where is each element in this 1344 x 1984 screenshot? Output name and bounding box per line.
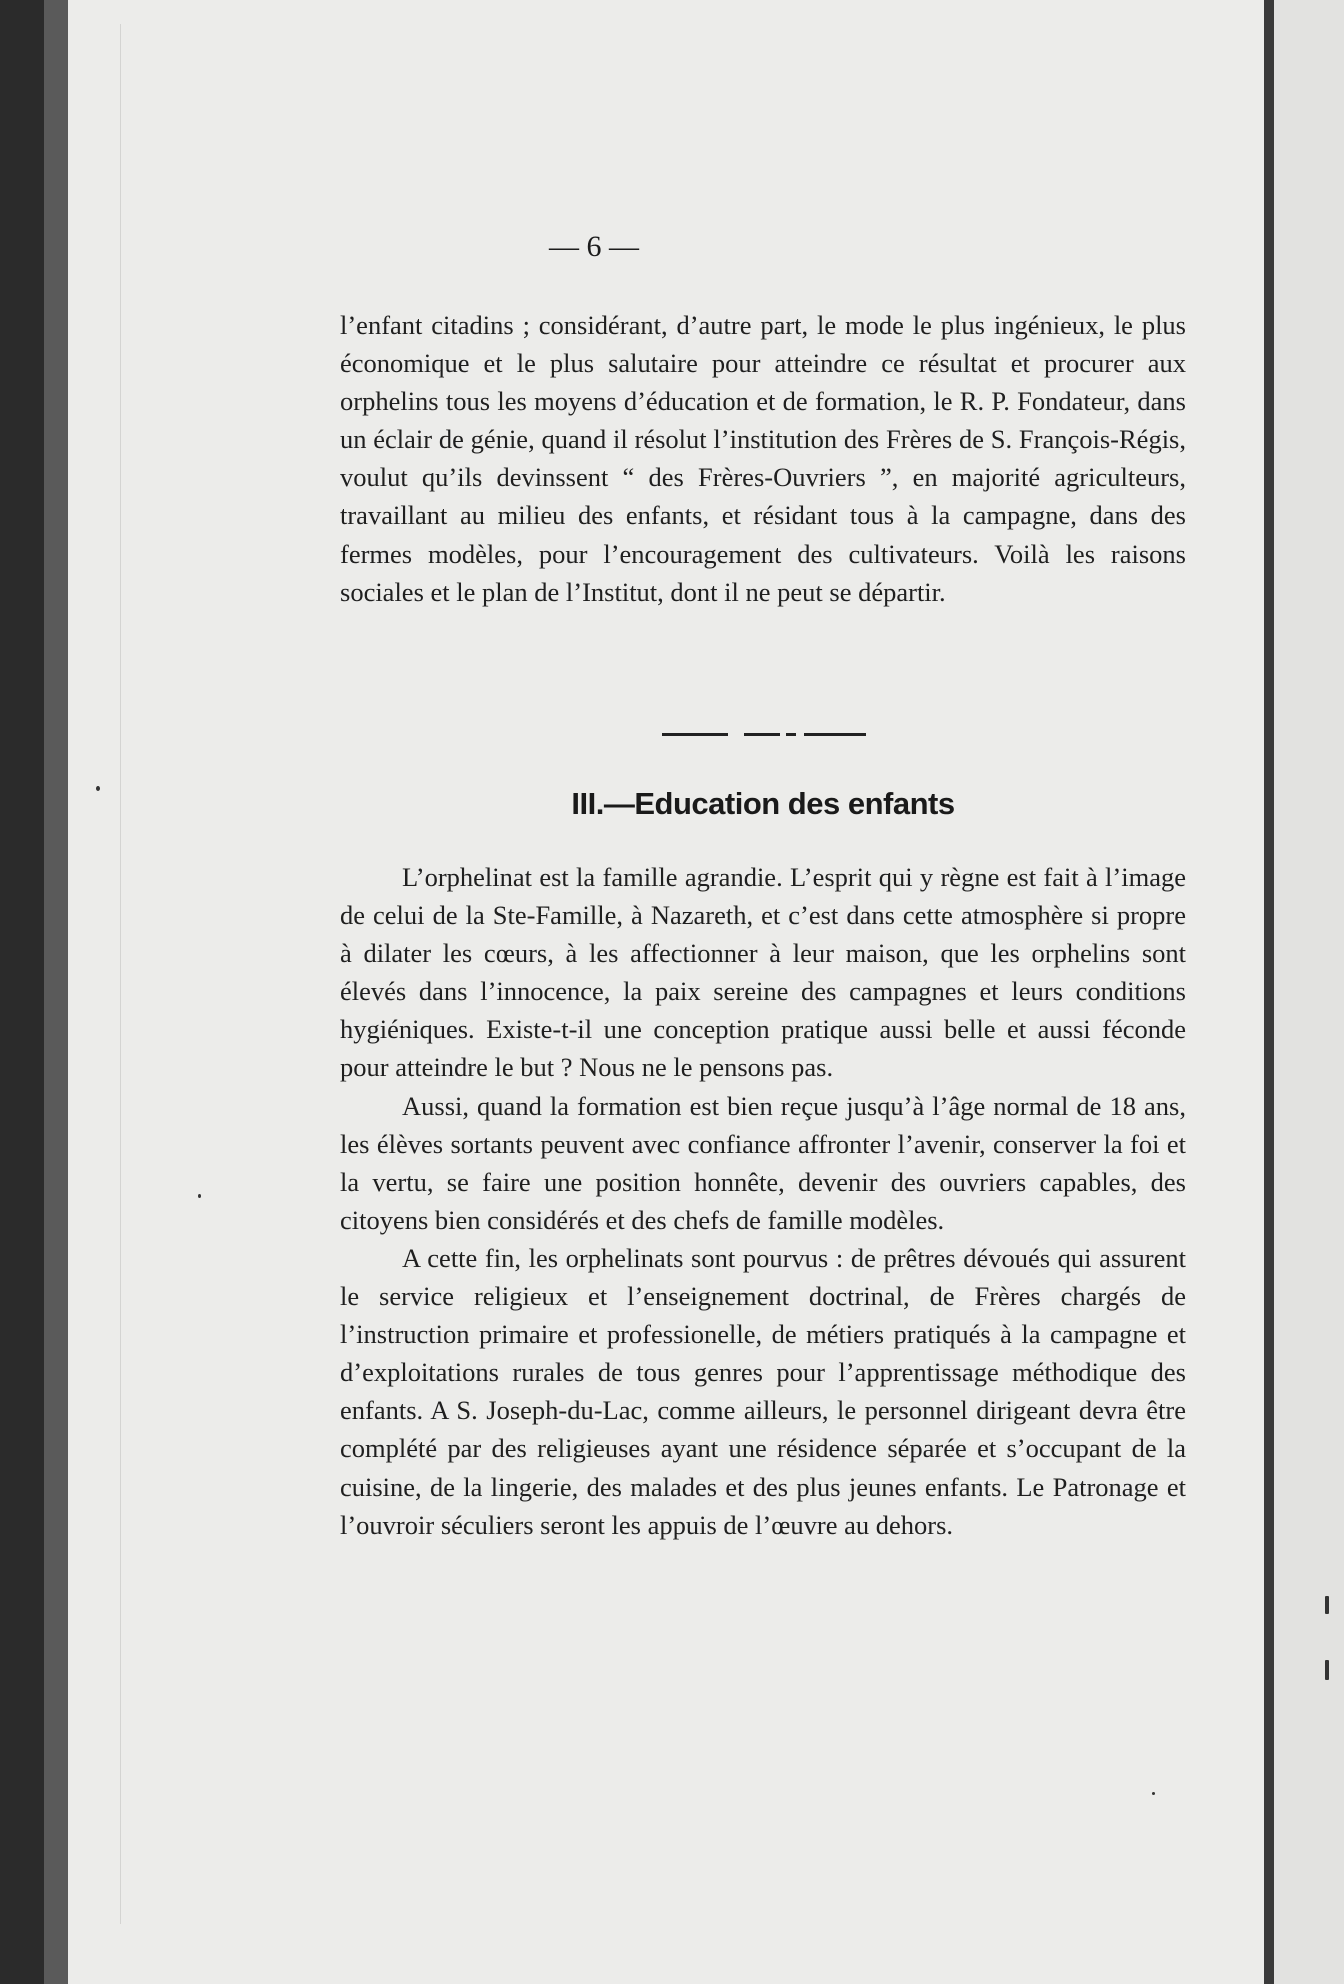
divider-dash [744,733,780,736]
continuation-paragraph: l’enfant citadins ; considérant, d’autre part, le mode le plus ingénieux, le plus économique et le plus salutaire pour atteindre ce résultat et procurer aux orphelins tous les moyens d’éducation et de formation, le R. P. Fondateur, dans un éclair de génie, quand il résolut l’institution des Frères de S. François-Régis, voulut qu’ils devinssent “ des Frères-Ouvriers ”, en majorité agriculteurs, travaillant au milieu des enfants, et résidant tous à la campagne, dans des fermes modèles, pour l’encouragement des cultivateurs. Voilà les raisons sociales et le plan de l’Institut, dont il ne peut se départir. [340,310,1186,607]
page-number: — 6 — [549,230,639,263]
next-page-edge [1274,0,1344,1984]
divider-dash [786,733,796,736]
divider-dash [804,733,866,736]
scan-right-edge [1264,0,1274,1984]
scan-speck [198,1194,201,1198]
body-paragraph: A cette fin, les orphelinats sont pourvus : de prêtres dévoués qui assurent le service religieux et l’enseignement doctrinal, de Frères chargés de l’instruction primaire et professionelle, de métiers pratiqués à la campagne et d’exploitations rurales de tous genres pour l’apprentissage méthodique des enfants. A S. Joseph-du-Lac, comme ailleurs, le personnel dirigeant devra être complété par des religieuses ayant une résidence séparée et s’occupant de la cuisine, de la lingerie, des malades et des plus jeunes enfants. Le Patronage et l’ouvroir séculiers seront les appuis de l’œuvre au dehors. [340,1242,1186,1540]
divider-dash [662,733,728,736]
section-divider [662,733,866,736]
body-paragraph: Aussi, quand la formation est bien reçue jusqu’à l’âge normal de 18 ans, les élèves sortants peuvent avec confiance affronter l’avenir, conserver la foi et la vertu, se faire une position honnête, devenir des ouvriers capables, des citoyens bien considérés et des chefs de famille modèles. [340,1090,1186,1235]
scan-speck [1325,1660,1329,1680]
section-heading: III.—Education des enfants [571,786,955,821]
scan-left-edge [0,0,44,1984]
scan-left-shadow [44,0,68,1984]
scan-speck [1152,1792,1155,1795]
body-paragraph: L’orphelinat est la famille agrandie. L’esprit qui y règne est fait à l’image de celui de la Ste-Famille, à Nazareth, et c’est dans cette atmosphère si propre à dilater les cœurs, à les affectionner à leur maison, que les orphelins sont élevés dans l’innocence, la paix sereine des campagnes et leurs conditions hygiéniques. Existe-t-il une conception pratique aussi belle et aussi féconde pour atteindre le but ? Nous ne le pensons pas. [340,862,1186,1083]
scan-speck [1325,1596,1329,1614]
section-body [340,858,1186,1544]
continuation-text [340,306,1186,611]
scan-speck [96,786,100,791]
